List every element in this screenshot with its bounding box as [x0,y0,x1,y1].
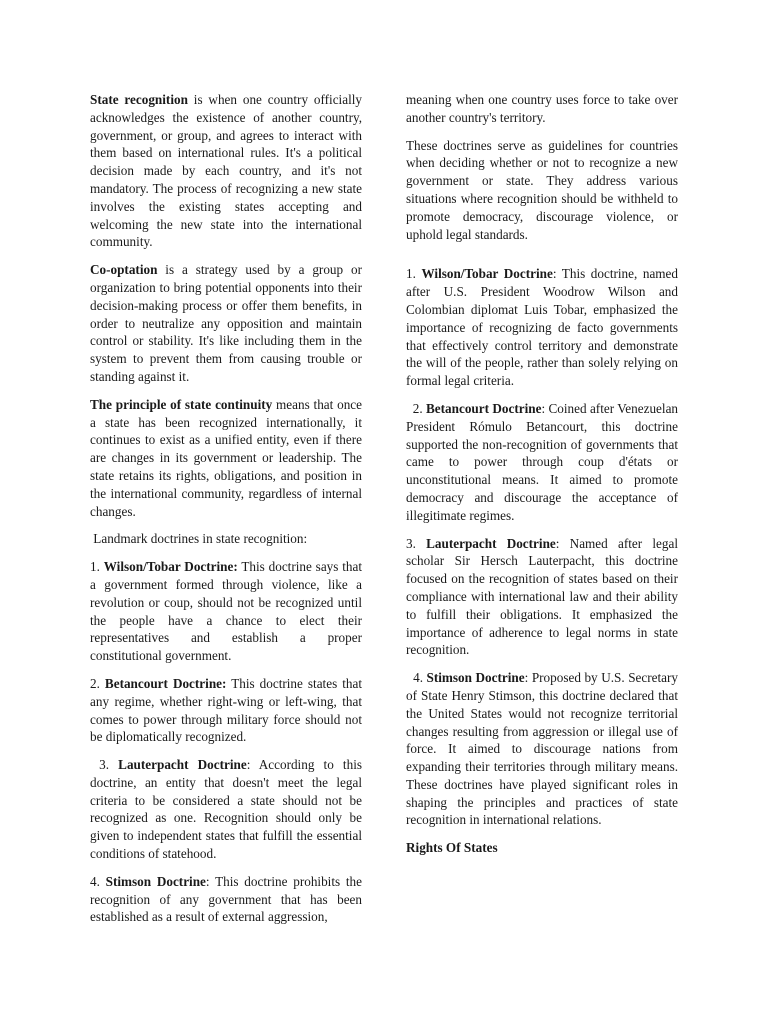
list-number: 1. [90,559,104,575]
paragraph-co-optation [90,261,362,386]
paragraph-betancourt-short [90,675,362,746]
paragraph-text: means that once a state has been recognized internationally, it continues to exist as a unified entity, even if there are changes in its government or leadership. The state retains its rights, obligations, and position in the international community, regardless of internal changes. [90,396,363,519]
paragraph-text: : According to this doctrine, an entity that doesn't meet the legal criteria to be considered a state should not be recognized as one. Recognition should only be given to independent states that fulfill the essential conditions of statehood. [90,757,362,862]
paragraph-text: : Proposed by U.S. Secretary of State Henry Stimson, this doctrine declared that the United States would not recognize territorial changes resulting from aggression or illegal use of force. It aimed to discourage nations from expanding their territories through military means. These doctrines have played significant roles in shaping the principles and practices of state recognition in international relations. [406,670,678,828]
list-number: 2. [90,675,105,691]
paragraph-text: These doctrines serve as guidelines for countries when deciding whether or not to recognize a new government or state. They address various situations where recognition should be withheld to promote democracy, discourage violence, or uphold legal standards. [406,137,678,242]
list-number: 2. [406,400,427,416]
paragraph-text: : This doctrine prohibits the recognition of any government that has been established as a result of external aggression, [90,873,362,925]
paragraph-text: is a strategy used by a group or organization to bring potential opponents into their decision-making process or offer them benefits, in order to neutralize any opposition and maintain control or stability. It's like including them in the system to prevent them from causing trouble or standing against it. [90,262,362,384]
paragraph-landmark-intro [90,530,362,548]
left-column [90,91,362,936]
paragraph-betancourt-long [406,400,678,525]
paragraph-text: This doctrine says that a government formed through violence, like a revolution or coup, should not be recognized until the people have a chance to elect their representatives and establish a proper constitutional government. [90,559,363,664]
list-number: 4. [406,670,427,686]
paragraph-wilson-tobar-short [90,558,362,665]
section-heading-rights-of-states: Rights Of States [406,840,498,856]
paragraph-text: This doctrine states that any regime, whether right-wing or left-wing, that comes to power through military force should not be diplomatically recognized. [90,675,362,745]
paragraph-text: : This doctrine, named after U.S. President Woodrow Wilson and Colombian diplomat Luis Tobar, emphasized the importance of recognizing de facto governments that effectively control territory and demonstrate the will of the people, rather than solely relying on formal legal criteria. [406,266,679,389]
paragraph-doctrines-guidelines [406,137,678,244]
paragraph-stimson-long [406,669,678,829]
term: State recognition [90,92,188,107]
term: Lauterpacht Doctrine [118,757,247,773]
term: Betancourt Doctrine [426,400,542,416]
paragraph-wilson-tobar-long [406,265,678,390]
paragraph-state-recognition [90,91,362,251]
term: Betancourt Doctrine: [104,675,227,691]
term: The principle of state continuity [90,396,273,412]
term: Co-optation [90,262,158,278]
term: Wilson/Tobar Doctrine [421,266,553,282]
paragraph-text: : Coined after Venezuelan President Rómulo Betancourt, this doctrine supported the non-recognition of governments that came to power through coup d'états or unconstitutional means. It aimed to promote democracy and discourage the acceptance of illegitimate regimes. [406,400,679,523]
paragraph-text: meaning when one country uses force to take over another country's territory. [406,92,678,125]
term: Stimson Doctrine [105,873,206,889]
paragraph-state-continuity [90,396,362,521]
paragraph-stimson-short [90,873,362,926]
paragraph-continuation [406,91,678,127]
list-number: 1. [406,266,422,282]
term: Stimson Doctrine [426,670,525,686]
list-number: 4. [90,873,106,889]
list-number: 3. [406,535,427,551]
paragraph-text: : Named after legal scholar Sir Hersch Lauterpacht, this doctrine focused on the recognition of states based on their compliance with international law and their ability to fulfill their obligations. It emphasized the importance of adherence to legal norms in state recognition. [406,535,678,658]
paragraph-text: is when one country officially acknowledges the existence of another country, government, or group, and agrees to interact with them based on international rules. It's a political decision made by each country, and it's not mandatory. The process of recognizing a new state involves the existing states accepting and welcoming the new state into the international community. [90,92,362,250]
paragraph-lauterpacht-long [406,535,678,660]
paragraph-lauterpacht-short [90,756,362,863]
paragraph-text: Landmark doctrines in state recognition: [90,531,308,547]
term: Wilson/Tobar Doctrine: [103,559,238,575]
list-number: 3. [90,757,119,773]
term: Lauterpacht Doctrine [426,535,556,551]
right-column [406,91,678,857]
